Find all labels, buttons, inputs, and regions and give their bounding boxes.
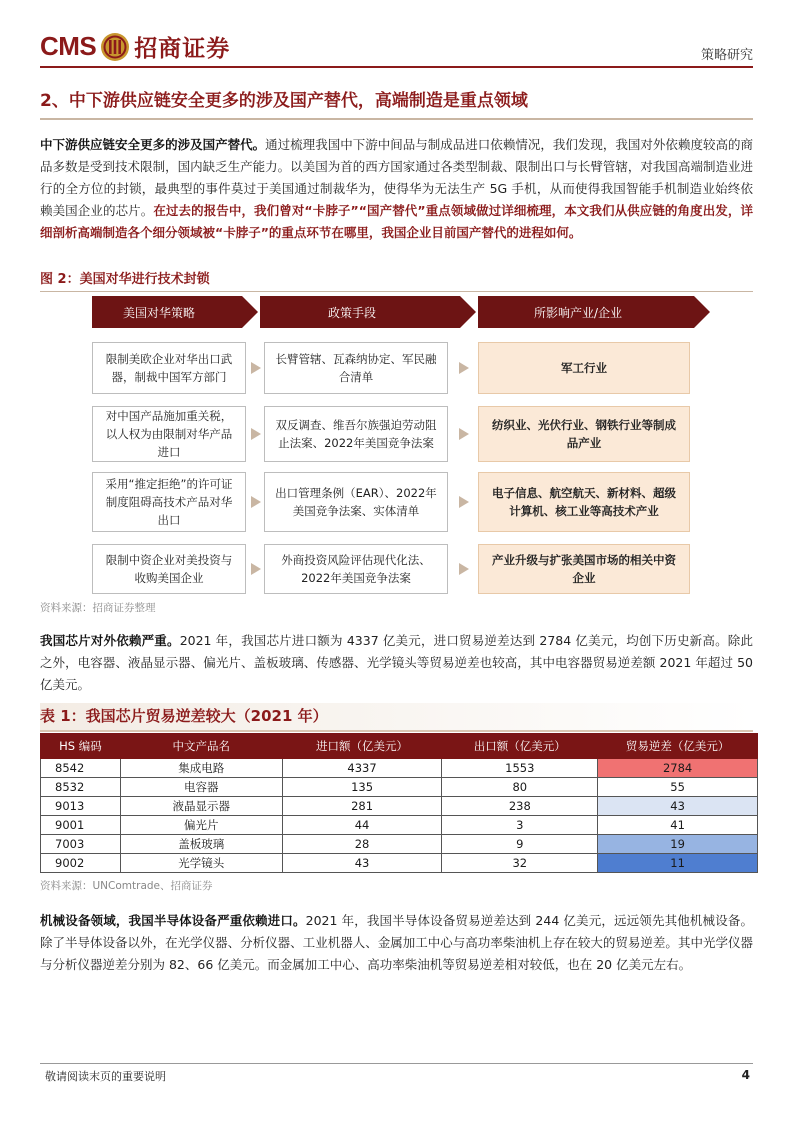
import-cell: 281	[282, 797, 442, 816]
arrow-right-icon	[459, 496, 469, 508]
column-header-strategy: 美国对华策略	[92, 296, 242, 328]
footer-note: 敬请阅读末页的重要说明	[45, 1070, 166, 1083]
intro-highlight: 在过去的报告中，我们曾对“卡脖子”“国产替代”重点领域做过详细梳理，本文我们从供应链的角度出发，详细剖析高端制造各个细分领域被“卡脖子”的重点环节在哪里，我国企业目前国产替代的进程如何。	[40, 203, 753, 240]
page-number: 4	[741, 1068, 750, 1082]
column-header-policy: 政策手段	[260, 296, 460, 328]
import-cell: 43	[282, 854, 442, 873]
table-row	[41, 759, 758, 778]
table-row	[41, 854, 758, 873]
arrow-right-icon	[251, 496, 261, 508]
hs-code-cell: 9013	[41, 797, 121, 816]
figure-title: 图 2：美国对华进行技术封锁	[40, 268, 753, 292]
table-row	[41, 797, 758, 816]
deficit-cell: 43	[598, 797, 758, 816]
deficit-cell: 41	[598, 816, 758, 835]
export-cell: 3	[442, 816, 598, 835]
arrow-right-icon	[459, 563, 469, 575]
chip-paragraph	[40, 630, 753, 696]
import-cell: 135	[282, 778, 442, 797]
product-name-cell: 液晶显示器	[120, 797, 282, 816]
strategy-cell: 采用“推定拒绝”的许可证制度阻碍高技术产品对华出口	[92, 472, 246, 532]
strategy-cell: 限制中资企业对美投资与收购美国企业	[92, 544, 246, 594]
report-category: 策略研究	[700, 48, 753, 63]
section-heading: 2、中下游供应链安全更多的涉及国产替代，高端制造是重点领域	[40, 91, 528, 111]
footer-divider	[40, 1063, 753, 1064]
product-name-cell: 电容器	[120, 778, 282, 797]
deficit-cell: 11	[598, 854, 758, 873]
column-header: 进口额（亿美元）	[282, 734, 442, 759]
chip-text: 2021 年，我国芯片进口额为 4337 亿美元，进口贸易逆差达到 2784 亿美元，均创下历史新高。除此之外，电容器、液晶显示器、偏光片、盖板玻璃、传感器、光学镜头等贸易逆差也较高，其中电容器贸易逆差额 2021 年超过 50 亿美元。	[40, 633, 753, 692]
strategy-cell: 对中国产品施加重关税，以人权为由限制对华产品进口	[92, 406, 246, 462]
deficit-cell: 19	[598, 835, 758, 854]
hs-code-cell: 7003	[41, 835, 121, 854]
logo-cms-text: CMS	[40, 31, 97, 61]
arrow-right-icon	[251, 563, 261, 575]
trade-deficit-table	[40, 733, 758, 873]
product-name-cell: 光学镜头	[120, 854, 282, 873]
policy-cell: 双反调查、维吾尔族强迫劳动阻止法案、2022年美国竞争法案	[264, 406, 448, 462]
column-header: 贸易逆差（亿美元）	[598, 734, 758, 759]
deficit-cell: 55	[598, 778, 758, 797]
hs-code-cell: 9001	[41, 816, 121, 835]
machinery-lead: 机械设备领域，我国半导体设备严重依赖进口。	[40, 913, 306, 928]
column-header: 中文产品名	[120, 734, 282, 759]
import-cell: 4337	[282, 759, 442, 778]
logo-chinese-name: 招商证券	[134, 35, 231, 62]
product-name-cell: 盖板玻璃	[120, 835, 282, 854]
page-header	[40, 28, 753, 68]
table-source: 资料来源：UNComtrade、招商证券	[40, 880, 213, 892]
deficit-cell: 2784	[598, 759, 758, 778]
impact-cell: 军工行业	[478, 342, 690, 394]
export-cell: 238	[442, 797, 598, 816]
arrow-right-icon	[251, 362, 261, 374]
export-cell: 1553	[442, 759, 598, 778]
arrow-right-icon	[459, 428, 469, 440]
export-cell: 32	[442, 854, 598, 873]
export-cell: 80	[442, 778, 598, 797]
policy-cell: 外商投资风险评估现代化法、2022年美国竞争法案	[264, 544, 448, 594]
company-logo	[40, 30, 230, 63]
policy-cell: 长臂管辖、瓦森纳协定、军民融合清单	[264, 342, 448, 394]
column-header: 出口额（亿美元）	[442, 734, 598, 759]
product-name-cell: 偏光片	[120, 816, 282, 835]
intro-lead: 中下游供应链安全更多的涉及国产替代。	[40, 137, 266, 152]
column-header: HS 编码	[41, 734, 121, 759]
arrow-right-icon	[251, 428, 261, 440]
table-row	[41, 835, 758, 854]
export-cell: 9	[442, 835, 598, 854]
column-header-impact: 所影响产业/企业	[478, 296, 694, 328]
heading-divider	[40, 118, 753, 120]
table-header-row	[41, 734, 758, 759]
intro-text: 通过梳理我国中下游中间品与制成品进口依赖情况，我们发现，我国对外依赖度较高的商品多数是受到技术限制，国内缺乏生产能力。以美国为首的西方国家通过各类型制裁、限制出口与长臂管辖，对我国高端制造业进行的全方位的封锁，最典型的事件莫过于美国通过制裁华为，使得华为无法生产 5G 手机，从而使得我国智能手机制造业始终依赖美国企业的芯片。	[40, 137, 753, 218]
figure-source: 资料来源：招商证券整理	[40, 602, 156, 614]
machinery-paragraph	[40, 910, 753, 976]
table-row	[41, 778, 758, 797]
hs-code-cell: 9002	[41, 854, 121, 873]
arrow-right-icon	[459, 362, 469, 374]
hs-code-cell: 8542	[41, 759, 121, 778]
impact-cell: 电子信息、航空航天、新材料、超级计算机、核工业等高技术产业	[478, 472, 690, 532]
import-cell: 28	[282, 835, 442, 854]
impact-cell: 纺织业、光伏行业、钢铁行业等制成品产业	[478, 406, 690, 462]
logo-emblem-icon	[100, 32, 130, 62]
import-cell: 44	[282, 816, 442, 835]
hs-code-cell: 8532	[41, 778, 121, 797]
intro-paragraph	[40, 134, 753, 244]
table-row	[41, 816, 758, 835]
table-title: 表 1：我国芯片贸易逆差较大（2021 年）	[40, 703, 753, 732]
machinery-text: 2021 年，我国半导体设备贸易逆差达到 244 亿美元，远远领先其他机械设备。除了半导体设备以外，在光学仪器、分析仪器、工业机器人、金属加工中心与高功率柴油机上存在较大的贸易逆差。其中光学仪器与分析仪器逆差分别为 82、66 亿美元。而金属加工中心、高功率柴油机等贸易逆差相对较低，也在 20 亿美元左右。	[40, 913, 753, 972]
strategy-cell: 限制美欧企业对华出口武器，制裁中国军方部门	[92, 342, 246, 394]
product-name-cell: 集成电路	[120, 759, 282, 778]
impact-cell: 产业升级与扩张美国市场的相关中资企业	[478, 544, 690, 594]
policy-cell: 出口管理条例（EAR）、2022年美国竞争法案、实体清单	[264, 472, 448, 532]
chip-lead: 我国芯片对外依赖严重。	[40, 633, 180, 648]
